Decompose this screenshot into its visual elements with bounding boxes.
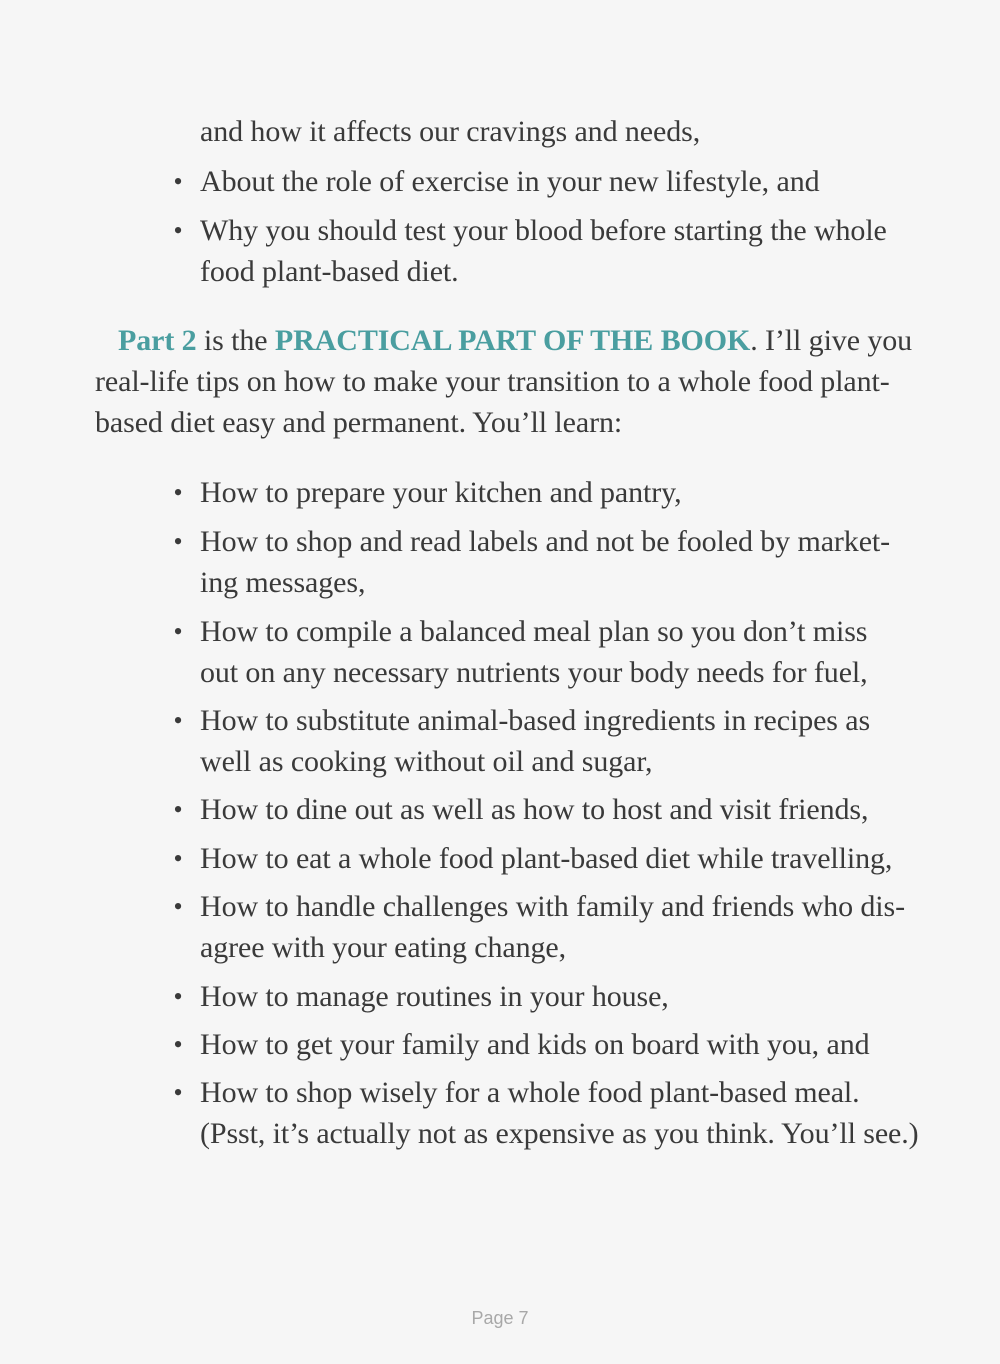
bullet-icon: • <box>173 167 183 196</box>
paragraph-text: . I’ll give you <box>750 324 913 357</box>
list-item: How to get your family and kids on board with you, and <box>200 1028 870 1061</box>
paragraph-line <box>118 321 912 361</box>
list-item: How to compile a balanced meal plan so you don’t miss <box>200 615 868 648</box>
page-number: Page 7 <box>471 1308 529 1328</box>
list-item-continuation: well as cooking without oil and sugar, <box>200 745 653 778</box>
list-item: How to shop wisely for a whole food plant-based meal. <box>200 1076 860 1109</box>
section-emphasis: PRACTICAL PART OF THE BOOK <box>274 324 751 357</box>
bullet-icon: • <box>173 844 183 873</box>
bullet-icon: • <box>173 1078 183 1107</box>
list-item: How to substitute animal-based ingredients in recipes as <box>200 704 871 737</box>
list-item: How to prepare your kitchen and pantry, <box>200 476 682 509</box>
bullet-icon: • <box>173 1030 183 1059</box>
bullet-icon: • <box>173 216 183 245</box>
list-item-continuation: ing messages, <box>200 566 366 599</box>
list-item: Why you should test your blood before starting the whole <box>200 214 887 247</box>
list-item-continuation: agree with your eating change, <box>200 931 567 964</box>
bullet-icon: • <box>173 795 183 824</box>
paragraph-line: real-life tips on how to make your transition to a whole food plant- <box>95 365 890 398</box>
list-item: How to handle challenges with family and friends who dis- <box>200 890 905 923</box>
list-item-continuation: and how it affects our cravings and needs, <box>200 115 701 148</box>
list-item-continuation: food plant-based diet. <box>200 255 459 288</box>
bullet-icon: • <box>173 527 183 556</box>
list-item: How to eat a whole food plant-based diet while travelling, <box>200 842 893 875</box>
list-item-continuation: out on any necessary nutrients your body needs for fuel, <box>200 656 868 689</box>
paragraph-text: is the <box>196 324 275 357</box>
part-label: Part 2 <box>118 324 197 357</box>
bullet-icon: • <box>173 478 183 507</box>
paragraph-line: based diet easy and permanent. You’ll learn: <box>95 406 623 439</box>
list-item: About the role of exercise in your new lifestyle, and <box>200 165 820 198</box>
bullet-icon: • <box>173 617 183 646</box>
bullet-icon: • <box>173 892 183 921</box>
list-item: How to manage routines in your house, <box>200 980 669 1013</box>
list-item: How to shop and read labels and not be fooled by market- <box>200 525 891 558</box>
bullet-icon: • <box>173 706 183 735</box>
list-item: How to dine out as well as how to host and visit friends, <box>200 793 869 826</box>
bullet-icon: • <box>173 982 183 1011</box>
list-item-continuation: (Psst, it’s actually not as expensive as you think. You’ll see.) <box>200 1117 919 1150</box>
